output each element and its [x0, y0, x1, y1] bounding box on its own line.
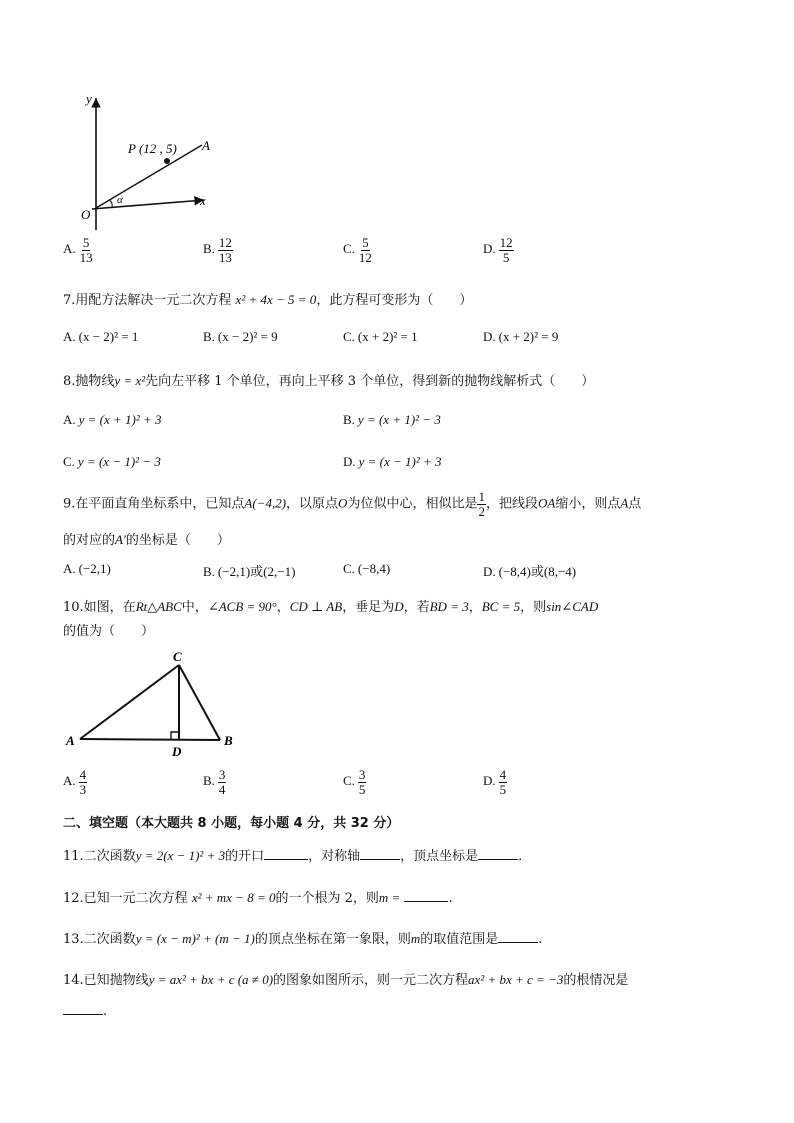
q14-answer-line: .	[63, 1004, 107, 1019]
q9-stem-line1: 9.在平面直角坐标系中，已知点A(−4,2)，以原点O为位似中心，相似比是 $\frac{1}{2}$ ，把线段OA缩小，则点A点	[63, 489, 642, 519]
coordinate-figure	[76, 90, 226, 235]
q8-option-d[interactable]: D. y = (x − 1)² + 3	[343, 454, 442, 469]
q7-option-a[interactable]: A. (x − 2)² = 1	[63, 329, 139, 344]
q12-blank[interactable]	[404, 900, 448, 902]
ray-label: A	[202, 138, 210, 153]
q10-option-c[interactable]: C. $\frac{3}{5}$	[343, 767, 366, 797]
q6-option-c[interactable]: C. $\frac{5}{12}$	[343, 235, 372, 265]
point-P	[164, 158, 170, 164]
q6-option-a[interactable]: A. $\frac{5}{13}$	[63, 235, 93, 265]
q11: 11.二次函数y = 2(x − 1)² + 3的开口 ，对称轴 ，顶点坐标是 .	[63, 848, 523, 864]
q10-option-d[interactable]: D. $\frac{4}{5}$	[483, 767, 507, 797]
q11-blank-opening[interactable]	[264, 858, 308, 860]
q14-blank[interactable]	[63, 1013, 103, 1015]
y-axis-label: y	[86, 91, 92, 106]
side-AC	[80, 665, 179, 739]
label-B: B	[224, 733, 233, 748]
label-C: C	[173, 649, 182, 664]
q13: 13.二次函数y = (x − m)² + (m − 1)的顶点坐标在第一象限，则m的取值范围是 .	[63, 931, 543, 947]
angle-label: α	[117, 194, 123, 206]
triangle-figure	[62, 645, 242, 760]
q10-option-a[interactable]: A. $\frac{4}{3}$	[63, 767, 87, 797]
q13-blank[interactable]	[498, 941, 538, 943]
q9-option-b[interactable]: B. (−2,1)或(2,−1)	[203, 564, 296, 579]
q10-option-b[interactable]: B. $\frac{3}{4}$	[203, 767, 226, 797]
q11-blank-axis[interactable]	[360, 858, 400, 860]
q8-stem: 8.抛物线y = x²先向左平移 1 个单位，再向上平移 3 个单位，得到新的抛物线解析式（ ）	[63, 373, 595, 389]
q7-stem: 7.用配方法解决一元二次方程 x² + 4x − 5 = 0，此方程可变形为（ ）	[63, 292, 473, 308]
q9-stem-line2: 的对应的A′的坐标是（ ）	[63, 532, 230, 548]
q9-option-d[interactable]: D. (−8,4)或(8,−4)	[483, 564, 577, 579]
q6-option-d[interactable]: D. $\frac{12}{5}$	[483, 235, 513, 265]
side-BC	[179, 665, 220, 740]
q10-stem-line1: 10.如图，在Rt△ABC中，∠ACB = 90°，CD ⊥ AB，垂足为D，若BD = 3，BC = 5，则sin∠CAD	[63, 599, 599, 615]
section-heading: 二、填空题（本大题共 8 小题，每小题 4 分，共 32 分）	[63, 816, 400, 831]
q7-option-b[interactable]: B. (x − 2)² = 9	[203, 329, 278, 344]
angle-arc	[109, 200, 112, 207]
q9-option-a[interactable]: A. (−2,1)	[63, 561, 111, 576]
origin-label: O	[81, 207, 91, 222]
label-D: D	[172, 744, 182, 759]
q8-option-a[interactable]: A. y = (x + 1)² + 3	[63, 412, 162, 427]
q9-option-c[interactable]: C. (−8,4)	[343, 561, 391, 576]
q7-option-c[interactable]: C. (x + 2)² = 1	[343, 329, 418, 344]
q8-option-b[interactable]: B. y = (x + 1)² − 3	[343, 412, 441, 427]
x-axis-label: x	[200, 193, 206, 208]
q14: 14.已知抛物线y = ax² + bx + c (a ≠ 0)的图象如图所示，则一元二次方程ax² + bx + c = −3的根情况是	[63, 972, 629, 988]
q12: 12.已知一元二次方程 x² + mx − 8 = 0的一个根为 2，则m = .	[63, 890, 453, 906]
q7-option-d[interactable]: D. (x + 2)² = 9	[483, 329, 559, 344]
label-A: A	[66, 733, 75, 748]
side-AB	[80, 739, 220, 740]
x-axis	[92, 200, 204, 209]
q10-stem-line2: 的值为（ ）	[63, 624, 155, 639]
q11-blank-vertex[interactable]	[478, 858, 518, 860]
q6-option-b[interactable]: B. $\frac{12}{13}$	[203, 235, 232, 265]
q8-option-c[interactable]: C. y = (x − 1)² − 3	[63, 454, 161, 469]
point-label: P (12 , 5)	[128, 141, 177, 156]
